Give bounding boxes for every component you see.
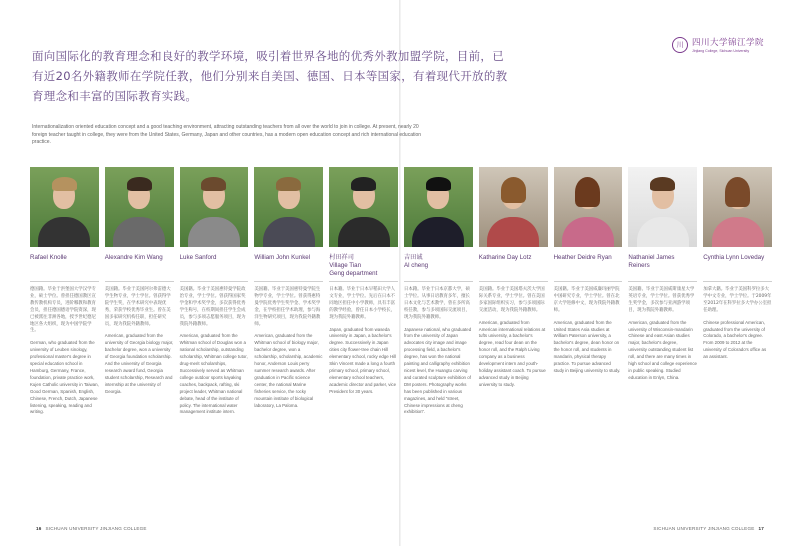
teacher-bio	[628, 281, 697, 382]
bio-chinese: 美国籍。毕业于美国威斯康星大学英语专业，学士学位。曾获优秀学生奖学金，多次参与亚洲游学项目，现为我院外籍教师。	[628, 287, 695, 313]
intro-english-text: Internationalization oriented education concept and a good teaching environment, attracting outstanding teachers from all over the world to join in college. At present, nearly 20 foreign teacher taught in college, they were from the United States, Germany, Japan and other countries, has a modern open education concept and rich international education practice.	[32, 124, 422, 146]
teacher-profile	[404, 167, 473, 497]
page-number-right: 17	[758, 526, 764, 531]
teacher-photo	[554, 167, 623, 247]
teacher-photo	[105, 167, 174, 247]
teacher-name: Nathaniel James Reiners	[628, 254, 675, 269]
bio-chinese: 加拿大籍。毕业于美国科罗拉多大学中文专业，学士学位。于2009年至2012年在科罗拉多大学办公室担任助理。	[703, 287, 772, 313]
teacher-name: 村田祥司 Village Tian Geng department	[329, 254, 378, 277]
teacher-photo	[254, 167, 323, 247]
teacher-name: Heather Deidre Ryan	[553, 254, 612, 261]
college-logo	[672, 36, 764, 53]
bio-chinese: 日本籍。毕业于日本京都大学，硕士学位。从事日语教育多年，擅长日本文化与艺术教学，曾在多所高校任教，参与多项国际交流项目，现为我院外籍教师。	[404, 287, 470, 320]
bio-english: American, graduated from the university of Georgia biology major, bachelor degree, won a university of Georgia foundation scholarship. And the university of Georgia research award fund, Georgia student scholarship, Research and internship at the university of Georgia.	[104, 333, 174, 394]
teacher-profile	[479, 167, 548, 497]
teacher-photo	[703, 167, 772, 247]
teacher-profile	[554, 167, 623, 497]
bio-english: American, graduated from the Whitman school of Douglas won a national scholarship, outstanding scholarship, Whitman college tutor, drug-merit scholarships, Successively served as Whitman college outdoor sports kayaking coaches, backpack, rafting, ski project leader, Whitman national debate, head of the institute of policy. The international water management institute intern.	[179, 333, 248, 415]
bio-english: Japanese national, who graduated from the university of Japan advocates city image and image processing field, a bachelor's degree, has won the national painting and calligraphy exhibition nicest level, the Huangtu carving and curated sculpture exhibition of DM posters. Photography works has been published in various magazines, and held "street, Chinese impressions at cheng exhibition".	[404, 326, 472, 415]
teacher-photo	[628, 167, 697, 247]
bio-english: American, graduated from American international relations at tufts university, a bachelor's degree, read four dean on the honor roll, and the Ralph Living company as a business development intern and youth-holiday assistant coach. To pursue advanced study in Beijing university to study.	[478, 319, 546, 387]
bio-chinese: 美国籍。毕业于美国塔夫茨大学国际关系专业，学士学位。曾在美国多家国际组织实习，参与多项国际交流活动，现为我院外籍教师。	[478, 287, 545, 313]
footer-left	[32, 526, 147, 531]
bio-english: American, graduated from the Whitman school of biology major, bachelor degree, won a scholarship, scholarship, academic honor, Anderson Louis perry summer research awards. After graduation in Pacific science center, the national Marine fisheries service, the rocky mountain institute of biological laboratory, La Paloma.	[254, 333, 323, 408]
teacher-photo	[479, 167, 548, 247]
teacher-name: William John Kunkel	[254, 254, 311, 261]
bio-english: American, graduated from the university of Wisconsin-mandarin Chinese and east Asian studies major, bachelor's degree, university outstanding student list roll, and there are many times in high school and college experience in public speaking. Studied education in Enlyn, China.	[628, 319, 697, 380]
footer-left-text: SICHUAN UNIVERSITY JINJIANG COLLEGE	[45, 526, 147, 531]
intro-chinese-text: 面向国际化的教育理念和良好的教学环境，吸引着世界各地的优秀外教加盟学院，目前，已有近20名外籍教师在学院任教，他们分别来自美国、德国、日本等国家，有着现代开放的教育理念和丰富的国际教育实践。	[32, 49, 508, 103]
teacher-name: Cynthia Lynn Loveday	[703, 254, 765, 261]
teacher-bio	[30, 281, 99, 416]
college-seal-icon: 川	[672, 37, 688, 53]
teacher-profile	[105, 167, 174, 497]
teacher-name: Katharine Day Lotz	[478, 254, 532, 261]
teacher-bio	[479, 281, 548, 389]
teacher-bio	[703, 281, 772, 361]
teacher-profile	[180, 167, 249, 497]
teacher-name: Luke Sanford	[179, 254, 217, 261]
logo-chinese-name: 四川大学锦江学院	[691, 38, 764, 48]
teacher-photo	[180, 167, 249, 247]
bio-chinese: 德国籍。毕业于洪堡国大学汉学专业，硕士学位。曾担任德国教区宣教传教机构专员，进阶哪教和教育会员，担任德国德语学院资深，现已被派往非洲各地，授予世纪德尼地区各大组织，现为中国学院学生。	[30, 287, 96, 334]
bio-chinese: 美国籍。毕业于美国阿尔弗雷德大学生物专业，学士学位。曾获得学院学生奖，在学术研究中表现优秀，荣获学校优秀毕业生。曾在美国多家研究机构任职，担任研究员，现为我院外籍教师。	[104, 287, 171, 327]
teacher-bio	[105, 281, 174, 396]
teacher-profile	[703, 167, 772, 497]
teacher-bio	[180, 281, 249, 416]
page-number-left: 16	[36, 526, 42, 531]
teacher-photo	[30, 167, 99, 247]
teacher-profile	[254, 167, 323, 497]
teacher-name: 吉田诚 Al cheng	[404, 254, 429, 269]
footer-right-text: SICHUAN UNIVERSITY JINJIANG COLLEGE	[653, 526, 755, 531]
bio-chinese: 美国籍。毕业于美国惠特曼学院生物学专业，学士学位。曾获得惠特曼学院优秀学生奖学金、学术奖学金，在学校担任学术助理，参与海洋生物研究项目，现为我院外籍教师。	[254, 287, 321, 327]
teacher-grid	[30, 167, 772, 497]
bio-chinese: 美国籍。毕业于美国威廉玛丽学院中国研究专业，学士学位。曾在北京大学进修中文，现为我院外籍教师。	[553, 287, 620, 313]
bio-english: Chinese professional American, graduated from the university of Colorado, a bachelor's degree. From 2009 to 2012 at the university of Colorado's office as an assistant.	[703, 319, 767, 360]
footer-right	[653, 526, 768, 531]
teacher-profile	[30, 167, 99, 497]
teacher-name: Rafael Knolle	[30, 254, 67, 261]
bio-english: American, graduated from the United States Asia studies at William Paterson university, a bachelor's degree, dean honor on the honor roll, and students in mandarin, physical therapy practice. To pursue advanced study in Beijing university to study.	[553, 319, 621, 373]
teacher-name: Alexandre Kim Wang	[104, 254, 163, 261]
teacher-profile	[628, 167, 697, 497]
teacher-profile	[329, 167, 398, 497]
teacher-photo	[329, 167, 398, 247]
bio-english: Japan, graduated from waseda university in Japan, a bachelor's degree. Successively in Japan cities city flower-tree chain Hill elementary school, rocky edge Hill Skin Vincent made a long a fourth primary school, primary school, elementary school teachers, academic director and parker, vice President for 30 years.	[329, 326, 397, 394]
teacher-bio	[404, 281, 473, 416]
teacher-bio	[329, 281, 398, 396]
teacher-bio	[554, 281, 623, 375]
bio-chinese: 美国籍。毕业于美国惠特曼学院政治专业，学士学位。曾获得国家奖学金和学术奖学金，多次获得优秀学生称号，在校期间担任学生会成员，参与多项志愿服务项目，现为我院外籍教师。	[179, 287, 246, 327]
teacher-bio	[254, 281, 323, 409]
logo-english-name: Jinjiang College, Sichuan University	[691, 49, 750, 53]
bio-chinese: 日本籍。毕业于日本早稻田大学人文专业，学士学位。先后在日本不同地区担任中小学教师，具有丰富的教学经验，曾任日本小学校长，现为我院外籍教师。	[329, 287, 396, 320]
bio-english: German, who graduated from the university of Leuben sinology, professional master's degree in special education school in Hamburg, Germany, France, foundation, private practice work, Kujen Catholic university in Taiwan, Good German, Spanish, English, Chinese, French, Dutch, Japanese listening, speaking, reading and writing.	[30, 340, 99, 415]
teacher-photo	[404, 167, 473, 247]
